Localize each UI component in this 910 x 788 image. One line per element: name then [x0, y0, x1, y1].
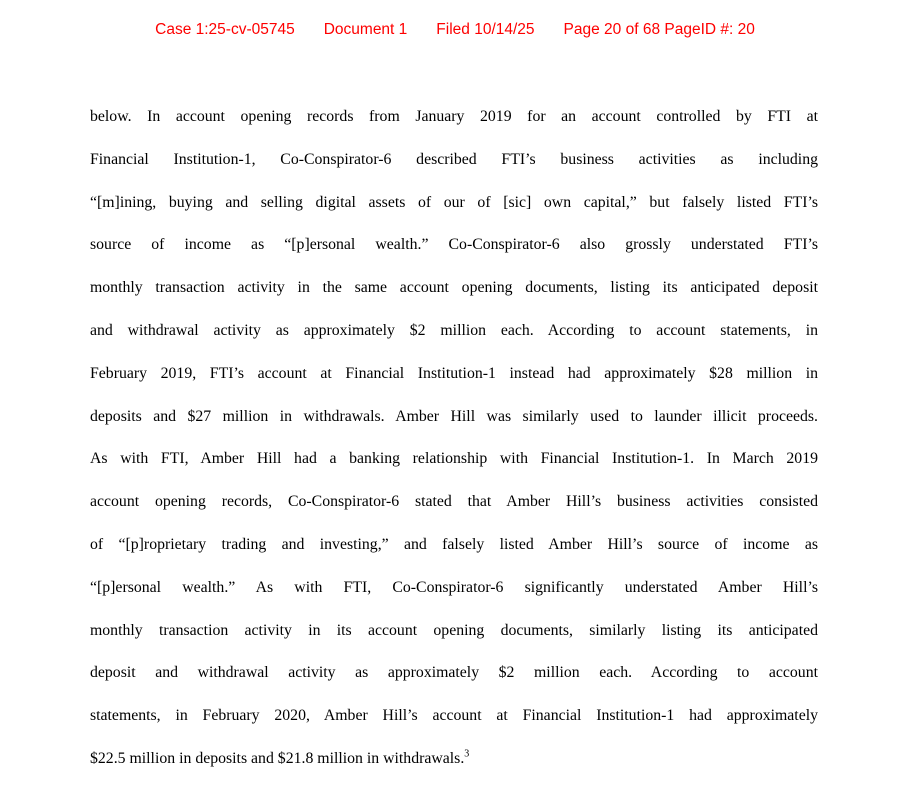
last-line-text: $22.5 million in deposits and $21.8 million in withdrawals. [90, 749, 465, 767]
body-line: statements, in February 2020, Amber Hill’s account at Financial Institution-1 had approximately [90, 707, 818, 725]
document-body [90, 96, 818, 781]
body-line: “[p]ersonal wealth.” As with FTI, Co-Conspirator-6 significantly understated Amber Hill’s [90, 578, 818, 596]
body-line: deposits and $27 million in withdrawals. Amber Hill was similarly used to launder illicit proceeds. [90, 407, 818, 425]
page-info: Page 20 of 68 PageID #: 20 [563, 21, 755, 38]
body-line: source of income as “[p]ersonal wealth.” Co-Conspirator-6 also grossly understated FTI’s [90, 236, 818, 254]
footnote-reference: 3 [464, 748, 470, 760]
body-line: of “[p]roprietary trading and investing,” and falsely listed Amber Hill’s source of income as [90, 535, 818, 553]
body-line: account opening records, Co-Conspirator-6 stated that Amber Hill’s business activities consisted [90, 493, 818, 511]
body-line: monthly transaction activity in its account opening documents, similarly listing its anticipated [90, 621, 818, 639]
body-line: deposit and withdrawal activity as approximately $2 million each. According to account [90, 664, 818, 682]
body-line: February 2019, FTI’s account at Financial Institution-1 instead had approximately $28 million in [90, 364, 818, 382]
body-line-last [90, 738, 818, 781]
court-header-stamp [0, 21, 910, 39]
body-line: As with FTI, Amber Hill had a banking relationship with Financial Institution-1. In March 2019 [90, 450, 818, 468]
filed-date: Filed 10/14/25 [436, 21, 535, 38]
body-line: Financial Institution-1, Co-Conspirator-6 described FTI’s business activities as including [90, 150, 818, 168]
document-number: Document 1 [323, 21, 408, 38]
body-line: below. In account opening records from January 2019 for an account controlled by FTI at [90, 108, 818, 125]
body-line: “[m]ining, buying and selling digital assets of our of [sic] own capital,” but falsely listed FTI’s [90, 193, 818, 211]
body-line: monthly transaction activity in the same account opening documents, listing its anticipated deposit [90, 279, 818, 297]
body-line: and withdrawal activity as approximately $2 million each. According to account statements, in [90, 321, 818, 339]
case-number: Case 1:25-cv-05745 [155, 21, 295, 38]
